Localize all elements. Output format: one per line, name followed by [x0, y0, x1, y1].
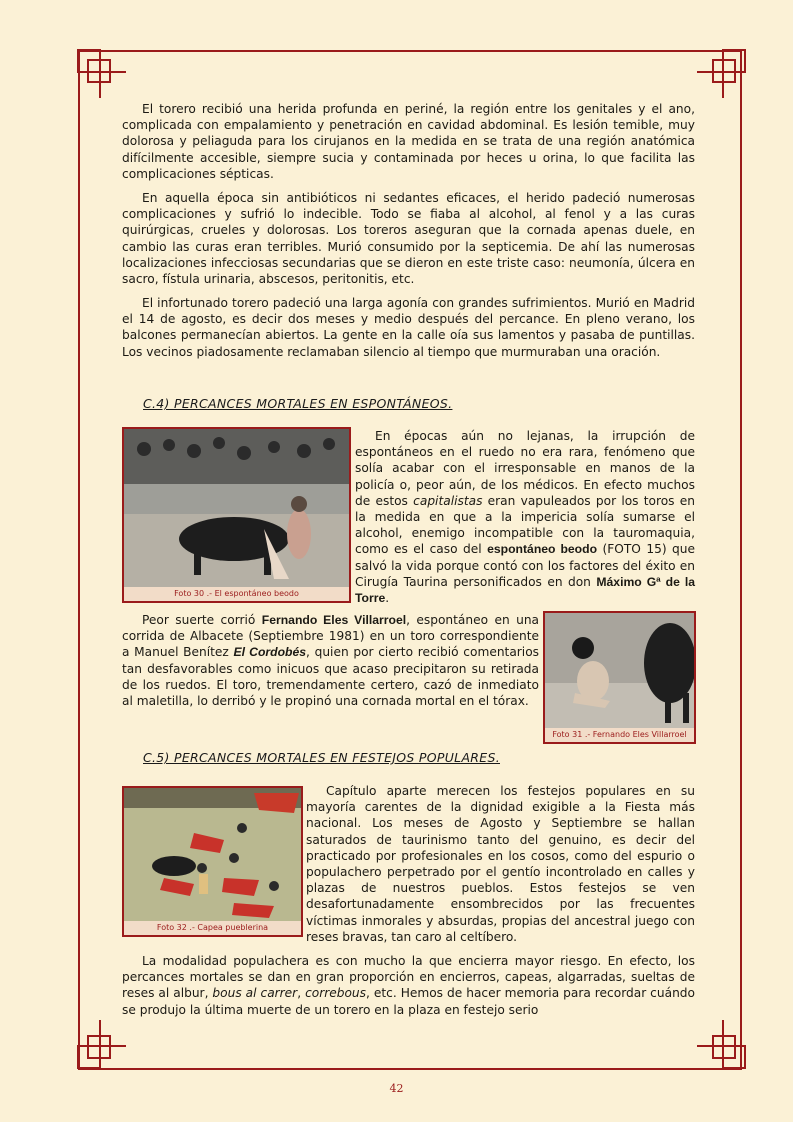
- corner-ornament-top-left: [74, 46, 130, 102]
- paragraph-complications: En aquella época sin antibióticos ni sedantes eficaces, el herido padeció numerosas complicaciones y sufrió lo indecible. Todo se fiaba al alcohol, al fenol y a las curas quirúrgicas, crueles y dolorosas. Los toreros aseguran que la cornada apenas duele, en cambio las curas eran terribles. Murió consumido por la septicemia. De ahí las numerosas localizaciones infecciosas secundarias que se dieron en este triste caso: neumonía, úlcera en sacro, fístula urinaria, abscesos, peritonitis, etc.: [122, 191, 695, 287]
- caption-foto-32: Foto 32 .- Capea pueblerina: [156, 923, 269, 932]
- corner-ornament-top-right: [693, 46, 749, 102]
- paragraph-espontaneos: En épocas aún no lejanas, la irrupción de espontáneos en el ruedo no era rara, fenómeno que solía acabar con el irresponsable en manos de la policía o, peor aún, de los médicos. En efecto muchos de estos capitalistas eran vapuleados por los toros en la medida en que a la impericia solía sumarse el alcohol, enemigo incompatible con la tauromaquia, como es el caso del espontáneo beodo (FOTO 15) que salvó la vida porque contó con los factores del éxito en Cirugía Taurina personificados en don Máximo Gª de la Torre.: [355, 429, 695, 606]
- photo-31-image: [545, 613, 694, 728]
- paragraph-festejos-populares: Capítulo aparte merecen los festejos populares en su mayoría carentes de la dignidad exigible a la Fiesta más nacional. Los meses de Agosto y Septiembre se hallan saturados de taurinismo tanto del genuino, es decir del practicado por profesionales en los cosos, como del espurio o populachero perpetrado por el gentío incontrolado en calles y plazas de nuestros pueblos. Estos festejos se ven desafortunadamente ensombrecidos por las frecuentes víctimas inmorales y absurdas, propias del ancestral juego con reses bravas, tan caro al celtíbero.: [306, 784, 695, 944]
- photo-31: [543, 611, 696, 744]
- photo-30: [122, 427, 351, 603]
- paragraph-perine-wound: El torero recibió una herida profunda en periné, la región entre los genitales y el ano, complicada con empalamiento y penetración en cavidad abdominal. Es lesión temible, muy dolorosa y peliaguda para los cirujanos en la medida en se trata de una región anatómica difícilmente accesible, siempre sucia y contaminada por heces u orina, lo que facilita las complicaciones sépticas.: [122, 102, 695, 181]
- photo-32-image: [124, 788, 301, 921]
- paragraph-eles-villarroel: Peor suerte corrió Fernando Eles Villarroel, espontáneo en una corrida de Albacete (Septiembre 1981) en un toro correspondiente a Manuel Benítez El Cordobés, quien por cierto recibió comentarios tan desfavorables como inicuos que acaso precipitaron su retirada de los ruedos. El toro, tremendamente certero, cazó de inmediato al maletilla, lo derribó y le propinó una cornada mortal en el tórax.: [122, 613, 540, 709]
- photo-30-image: [124, 429, 349, 587]
- corner-ornament-bottom-right: [693, 1016, 749, 1072]
- section-heading-c5: C.5) PERCANCES MORTALES EN FESTEJOS POPULARES.: [143, 750, 500, 765]
- photo-32: [122, 786, 303, 937]
- paragraph-modalidad-populachera: La modalidad populachera es con mucho la que encierra mayor riesgo. En efecto, los percances mortales se dan en gran proporción en encierros, capeas, algarradas, sueltas de reses al albur, bous al carrer, correbous, etc. Hemos de hacer memoria para recordar cuándo se produjo la última muerte de un torero en la plaza en festejo serio: [122, 954, 695, 1017]
- section-heading-c4: C.4) PERCANCES MORTALES EN ESPONTÁNEOS.: [143, 396, 453, 411]
- caption-foto-31: Foto 31 .- Fernando Eles Villarroel: [552, 730, 687, 739]
- corner-ornament-bottom-left: [74, 1016, 130, 1072]
- paragraph-agony: El infortunado torero padeció una larga agonía con grandes sufrimientos. Murió en Madrid el 14 de agosto, es decir dos meses y medio después del percance. En pleno verano, los balcones permanecían abiertos. La gente en la calle oía sus lamentos y pasaba de puntillas. Los vecinos piadosamente reclamaban silencio al tiempo que murmuraban una oración.: [122, 296, 695, 359]
- page-number: 42: [389, 1082, 404, 1095]
- caption-foto-30: Foto 30 .- El espontáneo beodo: [174, 589, 299, 598]
